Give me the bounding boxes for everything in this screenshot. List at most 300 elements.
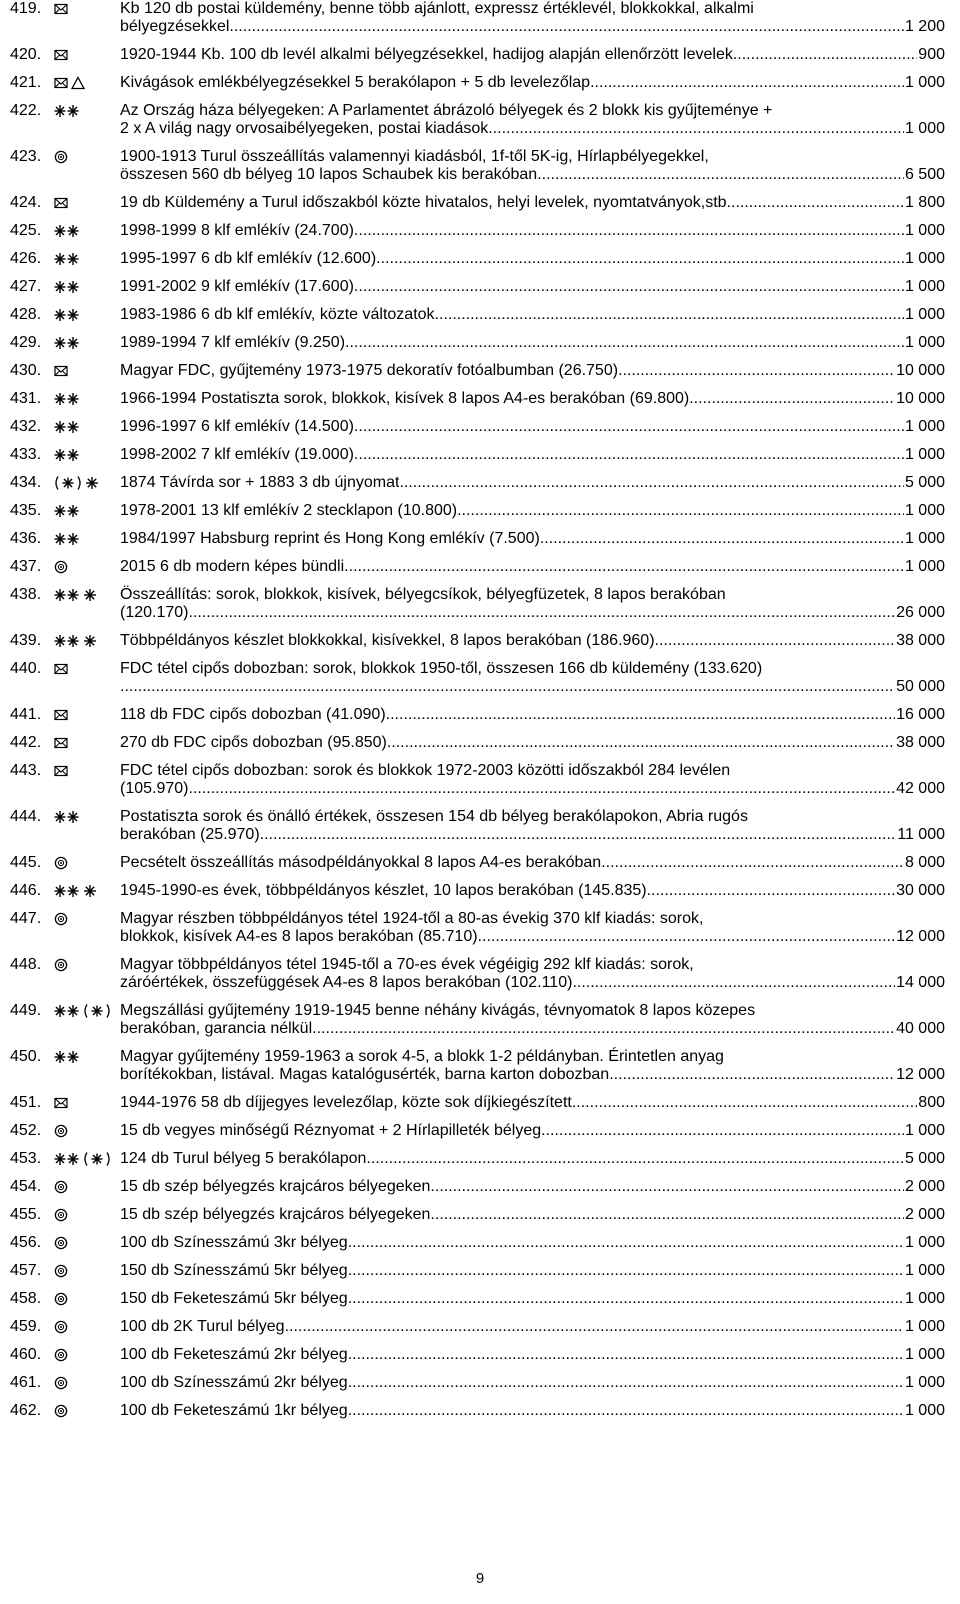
lot-description [120, 586, 945, 622]
lot-description-line: 2015 6 db modern képes bündli [120, 558, 345, 575]
lot-price: 1 000 [904, 530, 945, 547]
lot-description-line: 1984/1997 Habsburg reprint és Hong Kong emlékív (7.500) [120, 530, 540, 547]
lot-number: 443. [10, 762, 42, 779]
circle-dot-icon [54, 856, 68, 870]
lot-condition-icons [54, 1402, 120, 1420]
dot-leader [386, 706, 895, 724]
lot-number: 438. [10, 586, 42, 603]
lot-price: 1 000 [904, 1374, 945, 1391]
lot-description-line: bélyegzésekkel [120, 18, 230, 35]
lot-item [10, 530, 945, 548]
lot-price: 8 000 [904, 854, 945, 871]
lot-price: 11 000 [897, 826, 945, 843]
lot-condition-icons [54, 250, 120, 268]
dot-leader [344, 558, 904, 576]
envelope-icon [54, 76, 68, 90]
lot-number: 431. [10, 390, 42, 407]
lot-condition-icons [54, 706, 120, 724]
lot-price: 6 500 [904, 166, 945, 183]
dot-leader [387, 734, 895, 752]
lot-description-line: Összeállítás: sorok, blokkok, kisívek, bélyegcsíkok, bélyegfüzetek, 8 lapos berakóban [120, 586, 726, 603]
lot-condition-icons [54, 854, 120, 872]
lot-description-line: 2 x A világ nagy orvosaibélyegeken, postai kiadások [120, 120, 489, 137]
lot-number: 451. [10, 1094, 42, 1111]
lot-description-line: 100 db 2K Turul bélyeg [120, 1318, 285, 1335]
double-star-icon [54, 532, 80, 546]
double-star-icon [54, 104, 80, 118]
lot-price: 10 000 [896, 390, 945, 407]
lot-condition-icons [54, 306, 120, 324]
lot-description [120, 390, 945, 408]
circle-dot-icon [54, 1208, 68, 1222]
lot-number: 429. [10, 334, 42, 351]
lot-description-line: 1874 Távírda sor + 1883 3 db újnyomat [120, 474, 400, 491]
lot-number: 453. [10, 1150, 42, 1167]
lot-description [120, 910, 945, 946]
lot-description [120, 808, 945, 844]
dot-leader [348, 1234, 904, 1252]
lot-description-line: FDC tétel cipős dobozban: sorok és blokkok 1972-2003 közötti időszakból 284 levélen [120, 762, 731, 779]
lot-description-line: FDC tétel cipős dobozban: sorok, blokkok 1950-től, összesen 166 db küldemény (133.620) [120, 660, 763, 677]
dot-leader [537, 166, 904, 184]
lot-description [120, 278, 945, 296]
dot-leader [348, 1262, 904, 1280]
lot-price: 1 000 [904, 446, 945, 463]
dot-leader [348, 1374, 904, 1392]
lot-description [120, 194, 945, 212]
lot-item [10, 74, 945, 92]
lot-price: 1 000 [904, 250, 945, 267]
lot-number: 420. [10, 46, 42, 63]
double-star-icon [54, 308, 80, 322]
lot-item [10, 632, 945, 650]
lot-item [10, 390, 945, 408]
dot-leader [354, 222, 904, 240]
lot-description-line: Magyar többpéldányos tétel 1945-től a 70-es évek végéigig 292 klf kiadás: sorok, [120, 956, 694, 973]
lot-description [120, 762, 945, 798]
lot-description-line: berakóban (25.970) [120, 826, 260, 843]
lot-description [120, 1048, 945, 1084]
lot-description-line: 124 db Turul bélyeg 5 berakólapon [120, 1150, 367, 1167]
lot-price: 30 000 [896, 882, 945, 899]
double-star-icon [54, 280, 80, 294]
lot-description-line: berakóban, garancia nélkül [120, 1020, 313, 1037]
lot-description-line: Magyar FDC, gyűjtemény 1973-1975 dekoratív fotóalbumban (26.750) [120, 362, 619, 379]
lot-price: 1 000 [904, 334, 945, 351]
circle-dot-icon [54, 912, 68, 926]
lot-description [120, 250, 945, 268]
double-star-icon [54, 504, 80, 518]
lot-description [120, 502, 945, 520]
lot-description [120, 306, 945, 324]
lot-description-line: 1978-2001 13 klf emlékív 2 stecklapon (10.800) [120, 502, 458, 519]
lot-condition-icons [54, 1374, 120, 1392]
envelope-icon [54, 708, 68, 722]
lot-price: 2 000 [904, 1178, 945, 1195]
lot-description [120, 1290, 945, 1308]
lot-number: 442. [10, 734, 42, 751]
lot-price: 1 000 [904, 418, 945, 435]
dot-leader [435, 306, 904, 324]
dot-leader [655, 632, 896, 650]
lot-price: 1 000 [904, 1318, 945, 1335]
lot-description-line: 270 db FDC cipős dobozban (95.850) [120, 734, 387, 751]
lot-condition-icons [54, 362, 120, 380]
lot-number: 458. [10, 1290, 42, 1307]
lot-number: 444. [10, 808, 42, 825]
lot-number: 446. [10, 882, 42, 899]
lot-number: 439. [10, 632, 42, 649]
lot-price: 42 000 [896, 780, 945, 797]
lot-condition-icons [54, 1178, 120, 1196]
lot-description [120, 0, 945, 36]
lot-number: 461. [10, 1374, 42, 1391]
lot-price: 1 000 [904, 74, 945, 91]
lot-number: 425. [10, 222, 42, 239]
lot-price: 1 000 [904, 502, 945, 519]
dot-leader [189, 604, 896, 622]
lot-description [120, 854, 945, 872]
lot-description-line: (105.970) [120, 780, 189, 797]
lot-item [10, 1048, 945, 1084]
lot-number: 440. [10, 660, 42, 677]
lot-item [10, 306, 945, 324]
lot-number: 459. [10, 1318, 42, 1335]
dot-leader [572, 1094, 917, 1112]
dot-leader [430, 1206, 904, 1224]
circle-dot-icon [54, 150, 68, 164]
lot-description-line: 15 db szép bélyegzés krajcáros bélyegeken [120, 1206, 431, 1223]
lot-price: 900 [918, 46, 945, 63]
dot-leader [345, 334, 904, 352]
lot-number: 437. [10, 558, 42, 575]
star-icon [85, 476, 99, 490]
lot-description [120, 1262, 945, 1280]
lot-description-line: Kb 120 db postai küldemény, benne több ajánlott, expressz értéklevél, blokkokkal, alkalmi [120, 0, 754, 17]
lot-price: 1 000 [904, 1290, 945, 1307]
lot-description [120, 1094, 945, 1112]
lot-condition-icons [54, 530, 120, 548]
triangle-icon [71, 76, 85, 90]
double-star-icon [54, 224, 80, 238]
lot-description-line: blokkok, kisívek A4-es 8 lapos berakóban (85.710) [120, 928, 478, 945]
double-star-icon [54, 1004, 80, 1018]
lot-price: 16 000 [896, 706, 945, 723]
lot-price: 50 000 [896, 678, 945, 695]
lot-description-line: Többpéldányos készlet blokkokkal, kisívekkel, 8 lapos berakóban (186.960) [120, 632, 655, 649]
lot-price: 1 000 [904, 306, 945, 323]
lot-number: 433. [10, 446, 42, 463]
lot-number: 452. [10, 1122, 42, 1139]
lot-number: 454. [10, 1178, 42, 1195]
lot-description [120, 734, 945, 752]
lot-item [10, 956, 945, 992]
lot-condition-icons [54, 0, 120, 18]
dot-leader [285, 1318, 904, 1336]
lot-price: 800 [918, 1094, 945, 1111]
lot-price: 1 000 [904, 278, 945, 295]
dot-leader [601, 854, 904, 872]
dot-leader [354, 418, 904, 436]
double-star-icon [54, 392, 80, 406]
lot-description-line: 1920-1944 Kb. 100 db levél alkalmi bélyegzésekkel, hadijog alapján ellenőrzött levelek [120, 46, 733, 63]
double-star-icon [54, 884, 80, 898]
lot-number: 460. [10, 1346, 42, 1363]
envelope-icon [54, 196, 68, 210]
lot-item [10, 1346, 945, 1364]
lot-condition-icons [54, 1122, 120, 1140]
lot-description [120, 1318, 945, 1336]
lot-price: 1 000 [904, 1346, 945, 1363]
paren-star-icon [83, 1004, 111, 1018]
lot-condition-icons [54, 222, 120, 240]
lot-description-line: Magyar részben többpéldányos tétel 1924-től a 80-as évekig 370 klf kiadás: sorok, [120, 910, 704, 927]
lot-item [10, 1002, 945, 1038]
lot-condition-icons [54, 1002, 120, 1020]
dot-leader [189, 780, 896, 798]
dot-leader [399, 474, 904, 492]
double-star-icon [54, 448, 80, 462]
lot-number: 441. [10, 706, 42, 723]
lot-price: 1 000 [904, 1402, 945, 1419]
lot-item [10, 1234, 945, 1252]
lot-condition-icons [54, 762, 120, 780]
lot-description [120, 1178, 945, 1196]
dot-leader [478, 928, 896, 946]
double-star-icon [54, 252, 80, 266]
lot-condition-icons [54, 1150, 120, 1168]
lot-description-line: 19 db Küldemény a Turul időszakból közte hivatalos, helyi levelek, nyomtatványok,stb. [120, 194, 731, 211]
lot-item [10, 362, 945, 380]
lot-price: 1 000 [904, 222, 945, 239]
lot-price: 12 000 [896, 1066, 945, 1083]
lot-description-line: 1966-1994 Postatiszta sorok, blokkok, kisívek 8 lapos A4-es berakóban (69.800) [120, 390, 690, 407]
lot-condition-icons [54, 1048, 120, 1066]
double-star-icon [54, 420, 80, 434]
lot-number: 426. [10, 250, 42, 267]
lot-number: 436. [10, 530, 42, 547]
lot-description-line: 15 db szép bélyegzés krajcáros bélyegeken [120, 1178, 431, 1195]
dot-leader [540, 530, 904, 548]
lot-description-line: 100 db Feketeszámú 1kr bélyeg [120, 1402, 348, 1419]
lot-item [10, 808, 945, 844]
lot-item [10, 1094, 945, 1112]
dot-leader [376, 250, 904, 268]
lot-item [10, 222, 945, 240]
lot-condition-icons [54, 1234, 120, 1252]
lot-description-line: 100 db Feketeszámú 2kr bélyeg [120, 1346, 348, 1363]
double-star-icon [54, 588, 80, 602]
lot-number: 427. [10, 278, 42, 295]
dot-leader [229, 18, 904, 36]
lot-number: 432. [10, 418, 42, 435]
lot-description [120, 102, 945, 138]
lot-condition-icons [54, 660, 120, 678]
lot-description-line: 100 db Színesszámú 2kr bélyeg [120, 1374, 348, 1391]
lot-list [10, 0, 945, 1430]
lot-number: 448. [10, 956, 42, 973]
lot-description [120, 1346, 945, 1364]
lot-description-line: (120.170) [120, 604, 189, 621]
dot-leader [572, 974, 895, 992]
lot-condition-icons [54, 734, 120, 752]
lot-description [120, 882, 945, 900]
envelope-icon [54, 364, 68, 378]
lot-item [10, 446, 945, 464]
lot-description [120, 418, 945, 436]
lot-description [120, 362, 945, 380]
lot-description-line: 100 db Színesszámú 3kr bélyeg [120, 1234, 348, 1251]
envelope-icon [54, 662, 68, 676]
envelope-icon [54, 764, 68, 778]
envelope-icon [54, 48, 68, 62]
lot-number: 450. [10, 1048, 42, 1065]
lot-price: 1 000 [904, 1262, 945, 1279]
lot-number: 462. [10, 1402, 42, 1419]
lot-price: 1 000 [904, 1122, 945, 1139]
lot-description [120, 530, 945, 548]
lot-price: 10 000 [896, 362, 945, 379]
dot-leader [312, 1020, 895, 1038]
lot-item [10, 194, 945, 212]
dot-leader [731, 194, 904, 212]
double-star-icon [54, 634, 80, 648]
lot-condition-icons [54, 956, 120, 974]
dot-leader [618, 362, 895, 380]
lot-number: 445. [10, 854, 42, 871]
lot-description [120, 1374, 945, 1392]
lot-item [10, 734, 945, 752]
lot-description-line: Megszállási gyűjtemény 1919-1945 benne néhány kivágás, tévnyomatok 8 lapos közepes [120, 1002, 756, 1019]
lot-description-line: 1900-1913 Turul összeállítás valamennyi kiadásból, 1f-től 5K-ig, Hírlapbélyegekkel, [120, 148, 709, 165]
lot-price: 38 000 [896, 734, 945, 751]
envelope-icon [54, 1096, 68, 1110]
lot-condition-icons [54, 474, 120, 492]
lot-description-line: 1983-1986 6 db klf emlékív, közte változatok [120, 306, 435, 323]
circle-dot-icon [54, 1180, 68, 1194]
lot-price: 2 000 [904, 1206, 945, 1223]
circle-dot-icon [54, 1404, 68, 1418]
lot-condition-icons [54, 910, 120, 928]
lot-item [10, 1290, 945, 1308]
lot-description-line: 1998-1999 8 klf emlékív (24.700) [120, 222, 354, 239]
dot-leader [430, 1178, 904, 1196]
dot-leader [348, 1346, 904, 1364]
circle-dot-icon [54, 1236, 68, 1250]
lot-price: 40 000 [896, 1020, 945, 1037]
lot-price: 38 000 [896, 632, 945, 649]
dot-leader [120, 678, 895, 696]
circle-dot-icon [54, 1320, 68, 1334]
lot-description [120, 446, 945, 464]
lot-price: 5 000 [904, 1150, 945, 1167]
lot-price: 5 000 [904, 474, 945, 491]
lot-condition-icons [54, 390, 120, 408]
lot-description-line: Postatiszta sorok és önálló értékek, összesen 154 db bélyeg berakólapokon, Abria rugós [120, 808, 748, 825]
lot-item [10, 418, 945, 436]
lot-number: 423. [10, 148, 42, 165]
lot-item [10, 558, 945, 576]
lot-condition-icons [54, 102, 120, 120]
lot-description-line: 1991-2002 9 klf emlékív (17.600) [120, 278, 354, 295]
lot-price: 26 000 [896, 604, 945, 621]
lot-description-line: Kivágások emlékbélyegzésekkel 5 berakólapon + 5 db levelezőlap [120, 74, 591, 91]
lot-condition-icons [54, 446, 120, 464]
envelope-icon [54, 2, 68, 16]
lot-item [10, 910, 945, 946]
lot-description [120, 474, 945, 492]
lot-item [10, 474, 945, 492]
lot-item [10, 502, 945, 520]
lot-item [10, 1122, 945, 1140]
envelope-icon [54, 736, 68, 750]
lot-description-line: 15 db vegyes minőségű Réznyomat + 2 Hírlapilleték bélyeg [120, 1122, 542, 1139]
dot-leader [348, 1402, 904, 1420]
lot-condition-icons [54, 1206, 120, 1224]
circle-dot-icon [54, 1376, 68, 1390]
lot-item [10, 1374, 945, 1392]
dot-leader [457, 502, 904, 520]
circle-dot-icon [54, 1124, 68, 1138]
lot-condition-icons [54, 882, 120, 900]
lot-condition-icons [54, 194, 120, 212]
lot-description-line: Magyar gyűjtemény 1959-1963 a sorok 4-5, a blokk 1-2 példányban. Érintetlen anyag [120, 1048, 724, 1065]
lot-number: 421. [10, 74, 42, 91]
dot-leader [366, 1150, 904, 1168]
lot-price: 1 200 [904, 18, 945, 35]
lot-item [10, 102, 945, 138]
lot-condition-icons [54, 632, 120, 650]
paren-star-icon [83, 1152, 111, 1166]
lot-condition-icons [54, 1094, 120, 1112]
lot-description [120, 1150, 945, 1168]
lot-condition-icons [54, 1318, 120, 1336]
lot-price: 12 000 [896, 928, 945, 945]
lot-item [10, 586, 945, 622]
lot-item [10, 250, 945, 268]
lot-description-line: Pecsételt összeállítás másodpéldányokkal 8 lapos A4-es berakóban [120, 854, 602, 871]
lot-number: 434. [10, 474, 42, 491]
double-star-icon [54, 810, 80, 824]
lot-condition-icons [54, 418, 120, 436]
lot-condition-icons [54, 502, 120, 520]
lot-price: 1 000 [904, 1234, 945, 1251]
lot-description-line: 1998-2002 7 klf emlékív (19.000) [120, 446, 354, 463]
lot-item [10, 148, 945, 184]
lot-condition-icons [54, 1346, 120, 1364]
lot-item [10, 1206, 945, 1224]
lot-description [120, 632, 945, 650]
circle-dot-icon [54, 560, 68, 574]
lot-description-line: 150 db Színesszámú 5kr bélyeg [120, 1262, 348, 1279]
circle-dot-icon [54, 1292, 68, 1306]
lot-description [120, 46, 945, 64]
lot-description-line: összesen 560 db bélyeg 10 lapos Schaubek kis berakóban [120, 166, 538, 183]
lot-item [10, 882, 945, 900]
lot-description [120, 956, 945, 992]
page-number: 9 [475, 1570, 485, 1587]
lot-item [10, 762, 945, 798]
lot-item [10, 706, 945, 724]
lot-price: 14 000 [896, 974, 945, 991]
star-icon [83, 634, 97, 648]
lot-description [120, 222, 945, 240]
dot-leader [354, 446, 904, 464]
double-star-icon [54, 1050, 80, 1064]
lot-description [120, 148, 945, 184]
dot-leader [609, 1066, 895, 1084]
lot-description [120, 558, 945, 576]
